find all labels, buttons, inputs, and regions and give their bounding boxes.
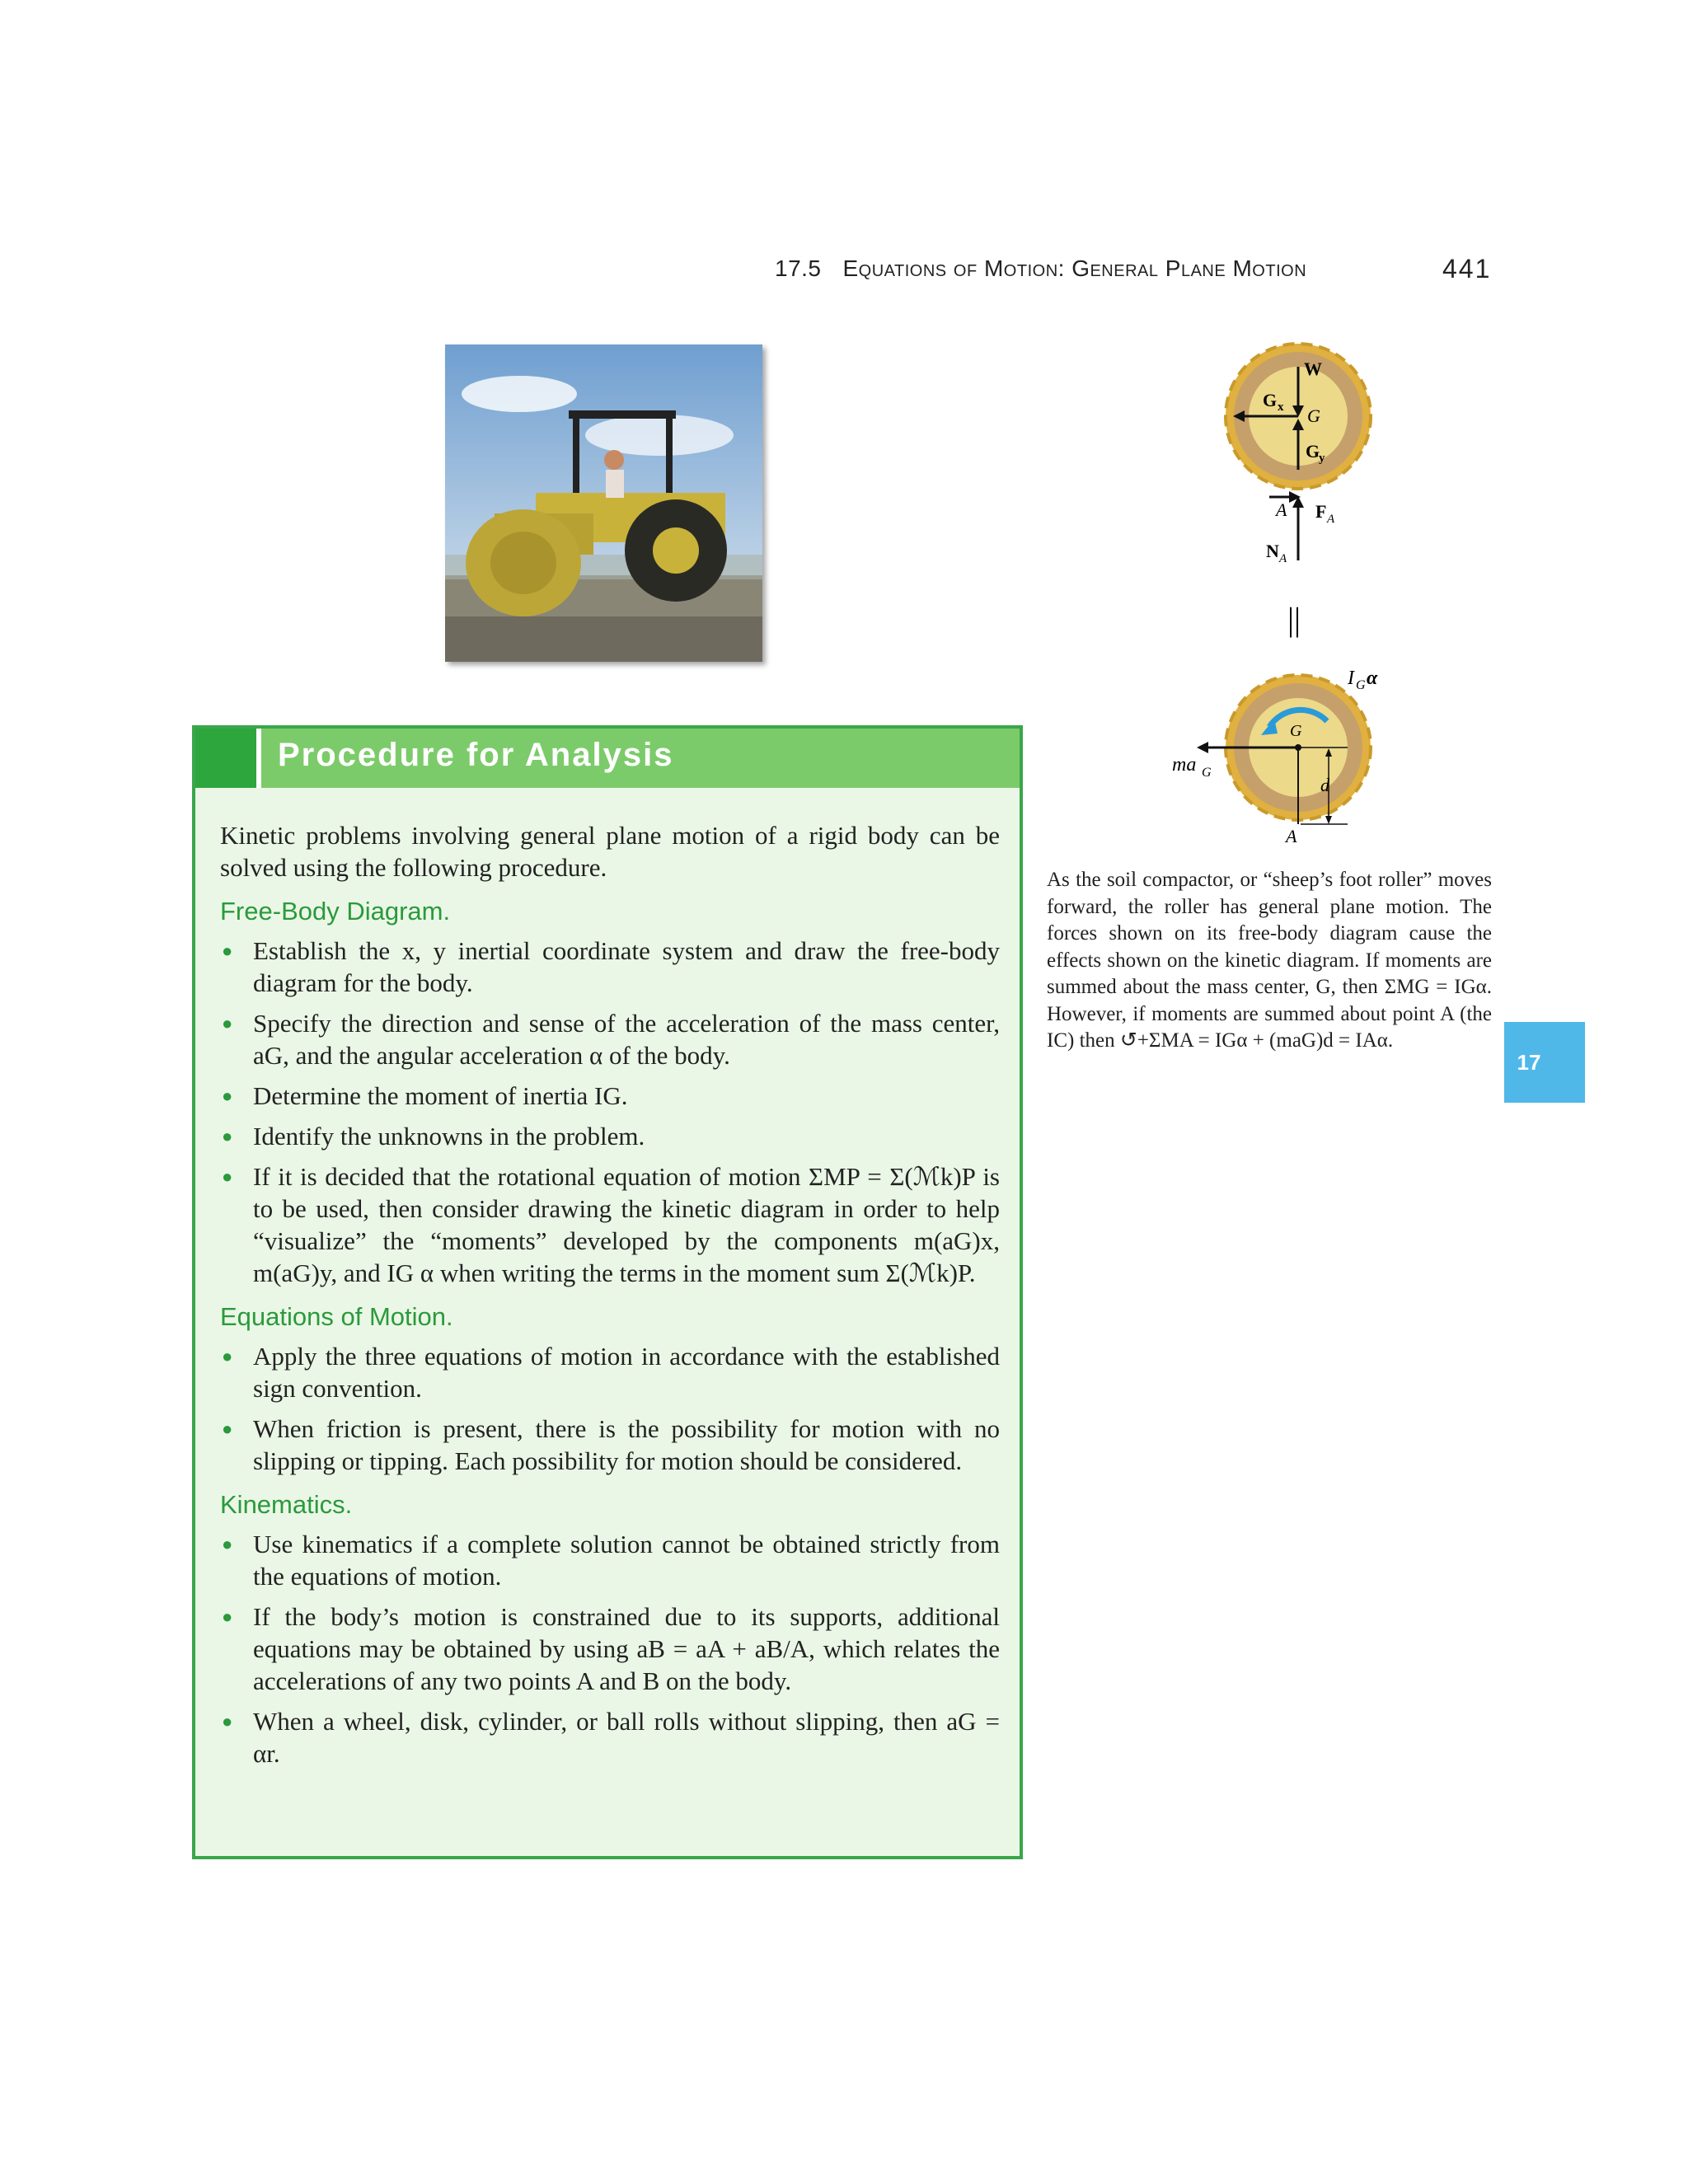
heading-free-body-diagram: Free-Body Diagram. — [220, 897, 451, 926]
section-title: Equations of Motion: General Plane Motion — [842, 255, 1307, 281]
header-tab — [195, 729, 256, 788]
procedure-box — [192, 725, 1023, 1859]
label-fa: F — [1315, 501, 1327, 522]
heading-kinematics: Kinematics. — [220, 1490, 353, 1519]
label-weight: W — [1304, 359, 1322, 379]
list-item: ● Identify the unknowns in the problem. — [220, 1120, 1000, 1152]
list-free-body-diagram — [220, 935, 1000, 1289]
chapter-number: 17 — [1517, 1050, 1541, 1075]
kinetic-diagram — [1172, 675, 1371, 824]
running-head — [775, 255, 1306, 282]
list-item: ● Establish the x, y inertial coordinate system and draw the free-body diagram for the body. — [220, 935, 1000, 999]
label-iga-sub: G — [1356, 678, 1366, 692]
label-fa-sub: A — [1327, 513, 1335, 526]
list-item: ● If the body’s motion is constrained due to its supports, additional equations may be obtained by using aB = aA + aB/A, which relates the accelerations of any two points A and B on the body. — [220, 1601, 1000, 1697]
list-item: ● Apply the three equations of motion in accordance with the established sign convention. — [220, 1340, 1000, 1404]
list-item: ● When friction is present, there is the possibility for motion with no slipping or tipping. Each possibility for motion should be considered. — [220, 1413, 1000, 1477]
procedure-title: Procedure for Analysis — [278, 737, 674, 773]
list-item: ● Specify the direction and sense of the acceleration of the mass center, aG, and the angular acceleration α of the body. — [220, 1007, 1000, 1071]
roller-diagrams — [1154, 338, 1418, 849]
soil-compactor-photo — [445, 344, 762, 662]
free-body-diagram — [1226, 344, 1371, 565]
list-item: ● Use kinematics if a complete solution cannot be obtained strictly from the equations of motion. — [220, 1528, 1000, 1592]
label-na: N — [1266, 541, 1279, 561]
label-na-sub: A — [1279, 552, 1287, 565]
header-divider — [256, 729, 261, 788]
section-number: 17.5 — [775, 255, 822, 281]
chapter-tab — [1504, 1022, 1585, 1103]
label-a: A — [1276, 499, 1287, 520]
procedure-body — [220, 819, 1000, 1778]
label-gx: G — [1263, 390, 1278, 410]
label-d: d — [1320, 775, 1329, 795]
heading-equations-of-motion: Equations of Motion. — [220, 1302, 453, 1331]
equals-sign: || — [1287, 601, 1301, 638]
procedure-intro: Kinetic problems involving general plane motion of a rigid body can be solved using the following procedure. — [220, 821, 1000, 882]
list-item: ● If it is decided that the rotational equation of motion ΣMP = Σ(ℳk)P is to be used, then consider drawing the kinetic diagram in order to help “visualize” the “moments” developed by the components m(aG)x, m(aG)y, and IG α when writing the terms in the moment sum Σ(ℳk)P. — [220, 1160, 1000, 1289]
label-gx-sub: x — [1278, 401, 1284, 414]
label-mag-sub: G — [1202, 766, 1212, 780]
label-g-kinetic: G — [1290, 722, 1302, 740]
list-item: ● Determine the moment of inertia IG. — [220, 1080, 1000, 1112]
label-mag: ma — [1172, 754, 1197, 776]
label-gy: G — [1306, 441, 1320, 462]
label-g: G — [1307, 405, 1320, 426]
procedure-header — [195, 729, 1020, 788]
label-iga: I — [1348, 668, 1354, 689]
figure-caption: As the soil compactor, or “sheep’s foot roller” moves forward, the roller has general plane motion. The forces shown on its free-body diagram cause the effects shown on the kinetic diagram. If moments are summed about the mass center, G, then ΣMG = IGα. However, if moments are summed about point A (the IC) then ↺+ΣMA = IGα + (maG)d = IAα. — [1047, 869, 1492, 1052]
label-gy-sub: y — [1319, 452, 1325, 465]
list-kinematics — [220, 1528, 1000, 1769]
label-a-kinetic: A — [1286, 826, 1297, 846]
page-number: 441 — [1442, 254, 1492, 284]
label-iga-alpha: α — [1367, 668, 1378, 689]
list-item: ● When a wheel, disk, cylinder, or ball rolls without slipping, then aG = αr. — [220, 1705, 1000, 1769]
list-equations-of-motion — [220, 1340, 1000, 1477]
